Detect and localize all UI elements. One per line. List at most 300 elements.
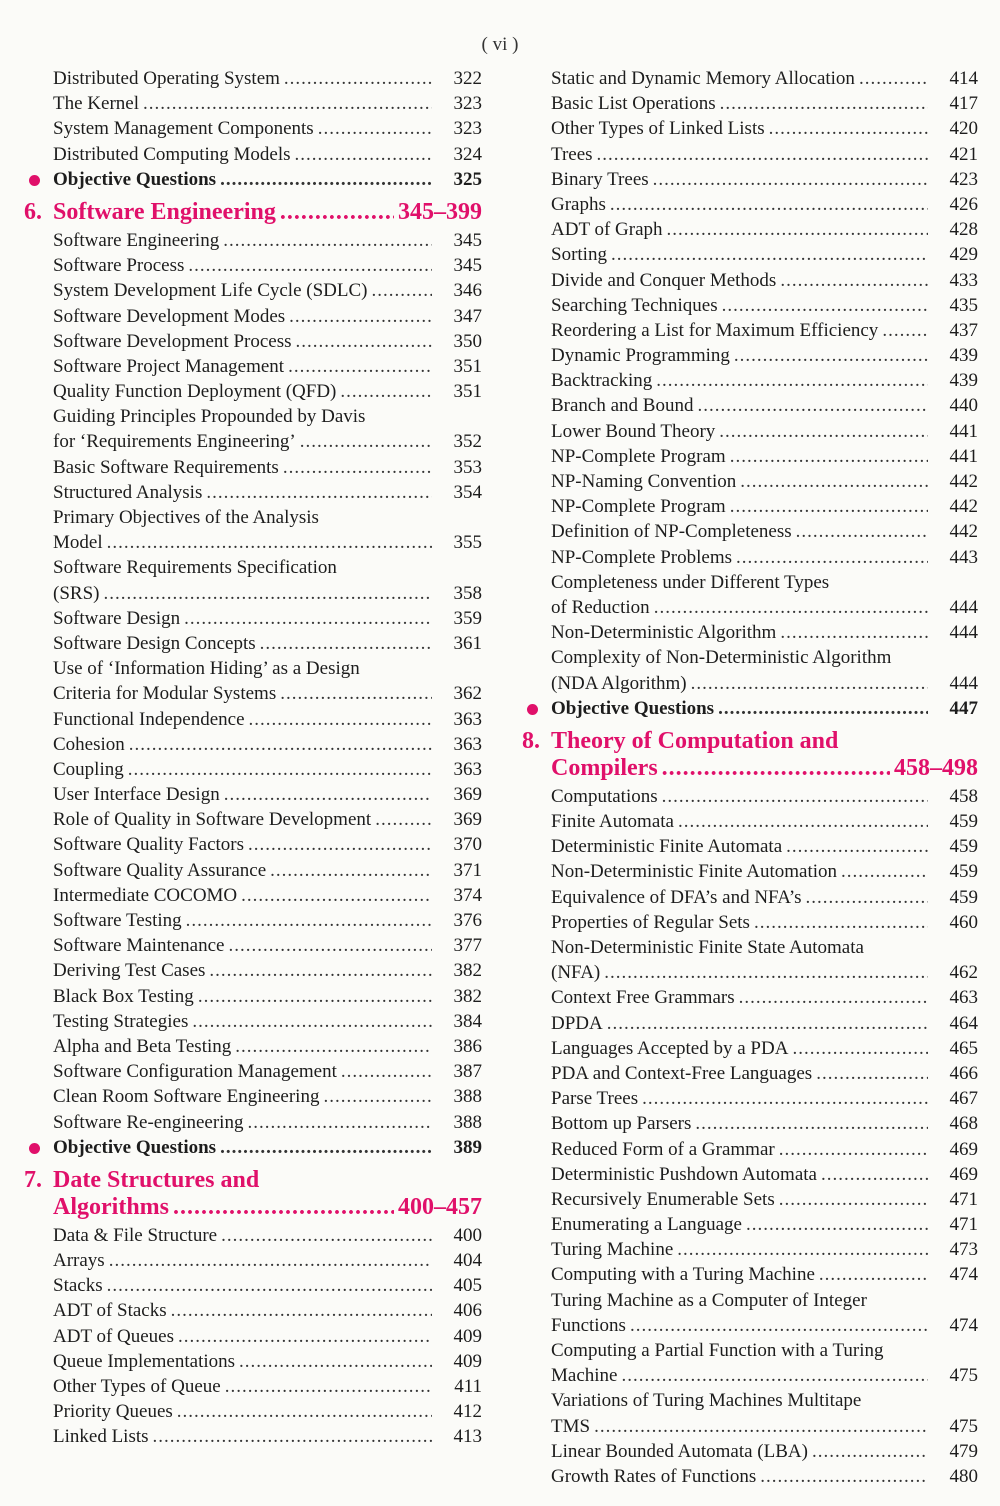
entry-page: 363 [453, 733, 482, 755]
toc-entry[interactable] [522, 1036, 978, 1061]
toc-entry[interactable] [24, 732, 482, 757]
entry-title: (SRS) [53, 582, 100, 604]
toc-entry[interactable] [522, 1212, 978, 1237]
dot-leader [859, 66, 928, 91]
dot-leader [779, 1187, 928, 1212]
toc-entry-multiline[interactable] [522, 1338, 978, 1388]
toc-group [24, 656, 482, 706]
entry-page: 458 [949, 785, 978, 807]
entry-page: 325 [453, 168, 482, 190]
entry-page: 469 [949, 1163, 978, 1185]
dot-leader [103, 581, 432, 606]
entry-page: 413 [453, 1426, 482, 1448]
toc-entry[interactable] [522, 393, 978, 418]
toc-right-column [522, 66, 978, 1489]
entry-page: 362 [453, 683, 482, 705]
dot-leader [780, 620, 928, 645]
toc-entry[interactable] [522, 1262, 978, 1287]
entry-page: 467 [949, 1088, 978, 1110]
entry-page: 351 [453, 355, 482, 377]
toc-entry[interactable] [522, 1464, 978, 1489]
toc-entry[interactable] [24, 1424, 482, 1449]
toc-entry[interactable] [522, 419, 978, 444]
entry-page: 400 [453, 1224, 482, 1246]
entry-page: 426 [949, 193, 978, 215]
entry-title: Equivalence of DFA’s and NFA’s [551, 886, 802, 908]
entry-page: 324 [453, 143, 482, 165]
toc-entry-objective-questions[interactable] [24, 167, 482, 192]
toc-entry[interactable] [24, 66, 482, 91]
dot-leader [667, 217, 928, 242]
entry-title: Software Development Process [53, 330, 292, 352]
section-title: Compilers [551, 754, 658, 781]
toc-group [24, 1223, 482, 1450]
entry-page: 471 [949, 1188, 978, 1210]
toc-group [522, 620, 978, 645]
entry-title: Basic Software Requirements [53, 456, 279, 478]
entry-page: 433 [949, 269, 978, 291]
toc-entry[interactable] [522, 834, 978, 859]
entry-page: 474 [949, 1314, 978, 1336]
dot-leader [198, 984, 432, 1009]
entry-title: for ‘Requirements Engineering’ [53, 431, 296, 453]
entry-title: Finite Automata [551, 811, 674, 833]
dot-leader [695, 1111, 928, 1136]
toc-entry[interactable] [24, 1298, 482, 1323]
dot-leader [806, 885, 929, 910]
dot-leader [691, 671, 928, 696]
toc-entry[interactable] [24, 304, 482, 329]
toc-group [24, 707, 482, 1135]
entry-page: 421 [949, 143, 978, 165]
entry-title: Criteria for Modular Systems [53, 683, 277, 705]
entry-page: 384 [453, 1010, 482, 1032]
toc-entry[interactable] [24, 480, 482, 505]
entry-title: Bottom up Parsers [551, 1113, 692, 1135]
dot-leader [730, 494, 928, 519]
entry-title: Software Testing [53, 910, 182, 931]
toc-entry[interactable] [24, 142, 482, 167]
entry-page: 475 [949, 1365, 978, 1387]
dot-leader [223, 228, 432, 253]
entry-title: Data & File Structure [53, 1224, 218, 1246]
entry-page: 439 [949, 345, 978, 367]
dot-leader [841, 859, 928, 884]
entry-page: 459 [949, 861, 978, 883]
dot-leader [296, 329, 433, 354]
entry-title: Branch and Bound [551, 395, 694, 417]
toc-entry[interactable] [24, 1399, 482, 1424]
toc-entry[interactable] [24, 958, 482, 983]
toc-entry[interactable] [522, 242, 978, 267]
entry-title: System Management Components [53, 118, 314, 140]
entry-title: Clean Room Software Engineering [53, 1086, 320, 1108]
dot-leader [171, 1298, 432, 1323]
dot-leader [678, 809, 928, 834]
entry-page: 409 [453, 1325, 482, 1347]
entry-title: Computations [551, 785, 658, 807]
entry-page: 423 [949, 168, 978, 190]
toc-entry[interactable] [522, 368, 978, 393]
toc-entry-multiline[interactable] [24, 656, 482, 706]
toc-entry[interactable] [522, 910, 978, 935]
entry-title: Software Process [53, 255, 185, 277]
toc-entry[interactable] [522, 1011, 978, 1036]
entry-page: 363 [453, 708, 482, 730]
toc-entry[interactable] [24, 757, 482, 782]
section-page-range: 400–457 [398, 1193, 482, 1220]
toc-entry[interactable] [522, 444, 978, 469]
entry-title: Languages Accepted by a PDA [551, 1037, 789, 1059]
dot-leader [653, 167, 928, 192]
toc-entry[interactable] [522, 116, 978, 141]
toc-entry[interactable] [522, 1111, 978, 1136]
toc-entry[interactable] [24, 1374, 482, 1399]
entry-page: 428 [949, 219, 978, 241]
toc-group [24, 555, 482, 605]
toc-entry[interactable] [24, 354, 482, 379]
entry-title-line: Use of ‘Information Hiding’ as a Design [53, 658, 360, 680]
dot-leader [184, 606, 432, 631]
entry-title: Sorting [551, 244, 607, 266]
section-page-range: 458–498 [894, 754, 978, 781]
toc-entry[interactable] [24, 606, 482, 631]
entry-page: 414 [949, 68, 978, 89]
dot-leader [318, 116, 432, 141]
entry-title: ADT of Stacks [53, 1300, 167, 1322]
dot-leader [375, 807, 432, 832]
dot-leader [718, 696, 928, 721]
toc-entry-objective-questions[interactable] [522, 696, 978, 721]
entry-page: 346 [453, 280, 482, 302]
toc-entry[interactable] [522, 494, 978, 519]
entry-title: Objective Questions [551, 697, 715, 719]
dot-leader [720, 91, 928, 116]
dot-leader [812, 1439, 928, 1464]
toc-entry[interactable] [522, 1187, 978, 1212]
entry-title: Coupling [53, 758, 124, 780]
toc-entry-multiline[interactable] [522, 1288, 978, 1338]
toc-entry-multiline[interactable] [522, 935, 978, 985]
entry-title: of Reduction [551, 596, 650, 618]
entry-title: Intermediate COCOMO [53, 884, 238, 906]
toc-entry[interactable] [522, 1061, 978, 1086]
toc-group [522, 935, 978, 985]
entry-title: (NFA) [551, 962, 601, 984]
entry-title: Graphs [551, 193, 606, 215]
dot-leader [719, 419, 928, 444]
entry-page: 439 [949, 370, 978, 392]
toc-entry[interactable] [522, 142, 978, 167]
toc-entry[interactable] [522, 192, 978, 217]
entry-page: 376 [453, 910, 482, 931]
toc-group [522, 570, 978, 620]
dot-leader [821, 1162, 928, 1187]
toc-entry[interactable] [24, 253, 482, 278]
entry-title: Searching Techniques [551, 294, 718, 316]
toc-entry[interactable] [24, 1084, 482, 1109]
entry-page: 377 [453, 935, 482, 957]
entry-page: 350 [453, 330, 482, 352]
entry-title: Turing Machine [551, 1239, 674, 1261]
entry-page: 444 [949, 672, 978, 694]
entry-page: 358 [453, 582, 482, 604]
toc-entry[interactable] [522, 469, 978, 494]
toc-entry[interactable] [24, 1034, 482, 1059]
toc-entry[interactable] [24, 908, 482, 933]
dot-leader [178, 1324, 432, 1349]
entry-title: Deterministic Pushdown Automata [551, 1163, 817, 1185]
toc-group [24, 606, 482, 656]
dot-leader [656, 368, 928, 393]
toc-entry[interactable] [24, 91, 482, 116]
entry-title: Lower Bound Theory [551, 420, 716, 442]
entry-title: NP-Naming Convention [551, 471, 737, 492]
entry-page: 322 [453, 68, 482, 89]
entry-title: Enumerating a Language [551, 1214, 742, 1236]
toc-entry[interactable] [24, 1349, 482, 1374]
entry-title: Distributed Computing Models [53, 143, 291, 165]
toc-entry[interactable] [522, 343, 978, 368]
entry-page: 474 [949, 1264, 978, 1286]
toc-entry[interactable] [522, 1439, 978, 1464]
entry-page: 406 [453, 1300, 482, 1322]
entry-page: 475 [949, 1415, 978, 1437]
entry-title: Software Design [53, 607, 181, 629]
entry-title: Linked Lists [53, 1426, 149, 1448]
dot-leader [247, 1110, 432, 1135]
entry-page: 465 [949, 1037, 978, 1059]
entry-title: Dynamic Programming [551, 345, 730, 367]
toc-entry[interactable] [24, 228, 482, 253]
toc-entry[interactable] [24, 278, 482, 303]
section-title: Theory of Computation and [551, 727, 839, 754]
dot-leader [769, 116, 928, 141]
toc-entry[interactable] [24, 858, 482, 883]
entry-title-line: Software Requirements Specification [53, 557, 337, 579]
toc-entry[interactable] [24, 984, 482, 1009]
toc-entry[interactable] [522, 885, 978, 910]
entry-page: 388 [453, 1086, 482, 1108]
entry-page: 469 [949, 1138, 978, 1160]
entry-page: 417 [949, 93, 978, 115]
dot-leader [779, 1137, 928, 1162]
toc-entry[interactable] [24, 933, 482, 958]
toc-entry[interactable] [522, 1237, 978, 1262]
section-heading-7[interactable] [24, 1167, 482, 1221]
entry-page: 323 [453, 118, 482, 140]
entry-title: Testing Strategies [53, 1010, 189, 1032]
toc-entry[interactable] [24, 707, 482, 732]
toc-entry[interactable] [522, 268, 978, 293]
toc-entry-multiline[interactable] [522, 645, 978, 695]
toc-entry[interactable] [24, 782, 482, 807]
page-number: ( vi ) [481, 34, 519, 55]
toc-entry[interactable] [522, 66, 978, 91]
toc-entry[interactable] [24, 1059, 482, 1084]
dot-leader [186, 908, 432, 933]
entry-page: 442 [949, 471, 978, 492]
toc-entry[interactable] [522, 1086, 978, 1111]
entry-page: 440 [949, 395, 978, 417]
dot-leader [128, 757, 432, 782]
entry-title: Context Free Grammars [551, 987, 735, 1009]
toc-left-column [24, 66, 482, 1450]
section-number: 7. [24, 1166, 42, 1193]
dot-leader [239, 1349, 432, 1374]
entry-title: Functional Independence [53, 708, 245, 730]
entry-title: Growth Rates of Functions [551, 1465, 757, 1487]
entry-page: 473 [949, 1239, 978, 1261]
toc-entry[interactable] [522, 293, 978, 318]
entry-title-line: Guiding Principles Propounded by Davis [53, 406, 366, 428]
dot-leader [107, 1273, 432, 1298]
toc-entry[interactable] [24, 832, 482, 857]
toc-entry-multiline[interactable] [24, 404, 482, 454]
dot-leader [107, 530, 432, 555]
entry-page: 466 [949, 1062, 978, 1084]
entry-page: 444 [949, 596, 978, 618]
entry-page: 387 [453, 1061, 482, 1083]
dot-leader [284, 66, 432, 91]
entry-title: Black Box Testing [53, 985, 194, 1007]
entry-page: 370 [453, 834, 482, 856]
toc-entry[interactable] [522, 620, 978, 645]
toc-entry[interactable] [522, 91, 978, 116]
entry-page: 463 [949, 987, 978, 1009]
section-title: Software Engineering [53, 198, 276, 225]
entry-page: 447 [949, 697, 978, 719]
entry-title: Binary Trees [551, 168, 649, 190]
toc-entry[interactable] [522, 318, 978, 343]
entry-title: Parse Trees [551, 1088, 639, 1110]
dot-leader [283, 455, 432, 480]
toc-group [24, 228, 482, 404]
toc-entry[interactable] [24, 807, 482, 832]
entry-page: 460 [949, 911, 978, 933]
dot-leader [819, 1262, 928, 1287]
dot-leader [153, 1424, 432, 1449]
toc-entry-multiline[interactable] [522, 570, 978, 620]
entry-title-line: Completeness under Different Types [551, 571, 830, 593]
toc-entry[interactable] [522, 859, 978, 884]
toc-entry-multiline[interactable] [522, 1388, 978, 1438]
entry-title-line: Complexity of Non-Deterministic Algorithm [551, 647, 892, 669]
toc-entry[interactable] [522, 167, 978, 192]
toc-group [24, 505, 482, 555]
entry-page: 352 [453, 431, 482, 453]
entry-title: Stacks [53, 1275, 103, 1297]
toc-entry[interactable] [24, 1248, 482, 1273]
entry-page: 405 [453, 1275, 482, 1297]
toc-entry[interactable] [24, 455, 482, 480]
toc-entry-objective-questions[interactable] [24, 1135, 482, 1160]
entry-title: Properties of Regular Sets [551, 911, 750, 933]
entry-page: 459 [949, 811, 978, 833]
toc-entry[interactable] [24, 1110, 482, 1135]
entry-title: Deterministic Finite Automata [551, 836, 783, 858]
entry-title: The Kernel [53, 93, 139, 115]
toc-entry[interactable] [24, 1009, 482, 1034]
toc-entry[interactable] [522, 1162, 978, 1187]
dot-leader [221, 1223, 432, 1248]
entry-page: 412 [453, 1401, 482, 1423]
entry-page: 409 [453, 1350, 482, 1372]
toc-entry[interactable] [522, 1137, 978, 1162]
dot-leader [235, 1034, 432, 1059]
entry-page: 345 [453, 229, 482, 251]
entry-page: 441 [949, 445, 978, 467]
dot-leader [220, 1135, 432, 1160]
dot-leader [597, 142, 928, 167]
toc-entry[interactable] [24, 883, 482, 908]
dot-leader [249, 707, 432, 732]
toc-entry[interactable] [522, 784, 978, 809]
toc-entry[interactable] [24, 631, 482, 656]
dot-leader [300, 429, 432, 454]
entry-page: 361 [453, 632, 482, 654]
entry-page: 386 [453, 1035, 482, 1057]
section-title: Algorithms [53, 1193, 169, 1220]
entry-title: Functions [551, 1314, 626, 1336]
toc-entry[interactable] [522, 809, 978, 834]
toc-entry[interactable] [522, 217, 978, 242]
entry-title: Recursively Enumerable Sets [551, 1188, 775, 1210]
dot-leader [372, 278, 433, 303]
toc-entry[interactable] [522, 985, 978, 1010]
toc-entry[interactable] [522, 545, 978, 570]
entry-title: Definition of NP-Completeness [551, 521, 792, 543]
section-heading-8[interactable] [522, 728, 978, 782]
toc-group [24, 455, 482, 505]
toc-entry[interactable] [24, 116, 482, 141]
toc-entry[interactable] [522, 519, 978, 544]
toc-entry[interactable] [24, 1223, 482, 1248]
dot-leader [280, 199, 394, 226]
entry-title: Deriving Test Cases [53, 960, 206, 982]
entry-title: Structured Analysis [53, 481, 203, 503]
section-heading-6[interactable] [24, 199, 482, 226]
entry-page: 420 [949, 118, 978, 140]
entry-title: Role of Quality in Software Development [53, 809, 372, 831]
entry-page: 411 [454, 1376, 482, 1397]
dot-leader [280, 681, 432, 706]
dot-leader [722, 293, 928, 318]
entry-title: Reordering a List for Maximum Efficiency [551, 319, 879, 341]
toc-entry[interactable] [24, 1324, 482, 1349]
entry-title: Model [53, 532, 103, 554]
entry-page: 371 [453, 859, 482, 881]
entry-page: 404 [453, 1250, 482, 1272]
toc-entry-multiline[interactable] [24, 555, 482, 605]
toc-entry[interactable] [24, 1273, 482, 1298]
toc-entry-multiline[interactable] [24, 505, 482, 555]
entry-title: NP-Complete Program [551, 445, 726, 467]
entry-title: Trees [551, 143, 593, 165]
toc-entry[interactable] [24, 379, 482, 404]
entry-page: 441 [949, 420, 978, 442]
entry-title: Software Engineering [53, 229, 220, 251]
dot-leader [796, 519, 928, 544]
dot-leader [177, 1399, 432, 1424]
entry-page: 462 [949, 962, 978, 984]
dot-leader [760, 1464, 928, 1489]
dot-leader [173, 1194, 394, 1221]
dot-leader [129, 732, 432, 757]
toc-entry[interactable] [24, 329, 482, 354]
dot-leader [248, 832, 432, 857]
entry-title-line: Non-Deterministic Finite State Automata [551, 937, 864, 958]
